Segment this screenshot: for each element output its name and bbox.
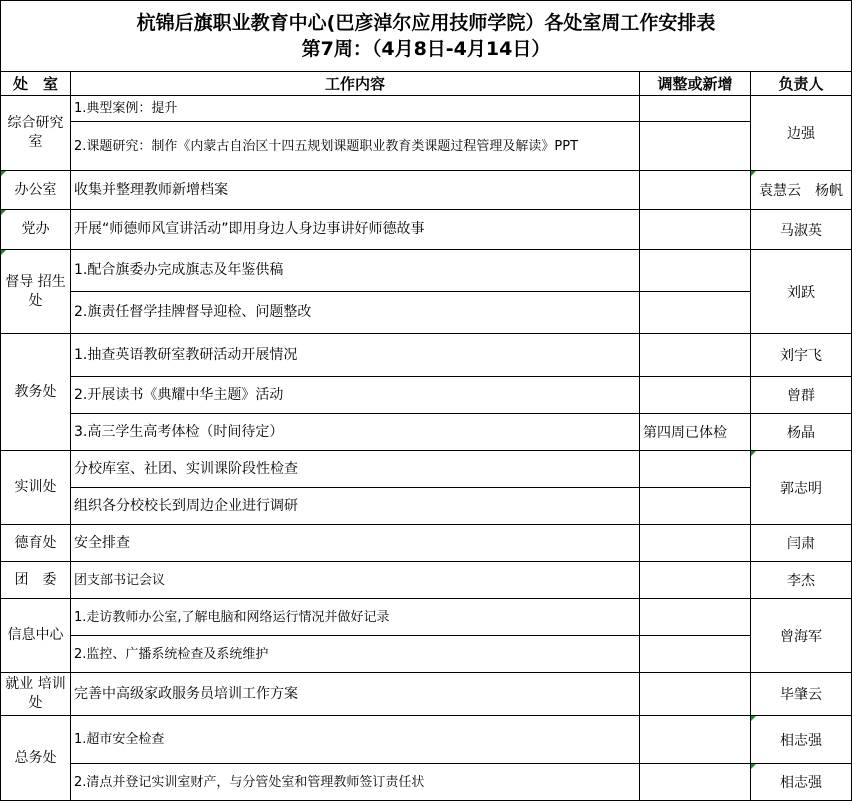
- dept-moral: 德育处: [1, 525, 71, 562]
- adjust-cell: [640, 171, 751, 210]
- owner-moral: 闫肃: [751, 525, 852, 562]
- table-row: [1, 599, 852, 636]
- table-row: [1, 292, 852, 334]
- title-row: [1, 1, 852, 72]
- task-info-2: 2.监控、广播系统检查及系统维护: [71, 636, 640, 673]
- header-owner: 负责人: [751, 72, 852, 96]
- owner-research: 边强: [751, 96, 852, 171]
- task-party-1: 开展“师德师风宣讲活动”即用身边人身边事讲好师德故事: [71, 210, 640, 250]
- dept-research: 综合研究室: [1, 96, 71, 171]
- adjust-cell: [640, 122, 751, 171]
- table-row: [1, 334, 852, 377]
- task-general-1: 1.超市安全检查: [71, 716, 640, 764]
- title-line-1: 杭锦后旗职业教育中心(巴彦淖尔应用技师学院）各处室周工作安排表: [136, 12, 716, 34]
- dept-info: 信息中心: [1, 599, 71, 673]
- task-academic-3: 3.高三学生高考体检（时间待定）: [71, 414, 640, 451]
- table-row: [1, 377, 852, 414]
- table-row: [1, 96, 852, 122]
- adjust-cell: [640, 673, 751, 716]
- dept-party: 党办: [1, 210, 71, 250]
- task-employment-1: 完善中高级家政服务员培训工作方案: [71, 673, 640, 716]
- owner-general-1: 相志强: [751, 716, 852, 764]
- table-row: [1, 414, 852, 451]
- task-supervision-2: 2.旗责任督学挂牌督导迎检、问题整改: [71, 292, 640, 334]
- task-general-2: 2.清点并登记实训室财产，与分管处室和管理教师签订责任状: [71, 764, 640, 801]
- dept-office: 办公室: [1, 171, 71, 210]
- owner-office: 袁慧云 杨帆: [751, 171, 852, 210]
- adjust-cell: [640, 96, 751, 122]
- table-row: [1, 488, 852, 525]
- header-row: [1, 72, 852, 96]
- task-league-1: 团支部书记会议: [71, 562, 640, 599]
- adjust-cell: [640, 562, 751, 599]
- adjust-cell: [640, 636, 751, 673]
- owner-party: 马淑英: [751, 210, 852, 250]
- table-row: [1, 673, 852, 716]
- table-row: [1, 636, 852, 673]
- table-row: [1, 122, 852, 171]
- dept-supervision: 督导 招生处: [1, 250, 71, 334]
- adjust-cell: [640, 488, 751, 525]
- table-row: [1, 451, 852, 488]
- owner-training: 郭志明: [751, 451, 852, 525]
- title-line-2: 第7周：（4月8日-4月14日）: [301, 38, 551, 60]
- task-training-2: 组织各分校校长到周边企业进行调研: [71, 488, 640, 525]
- header-content: 工作内容: [71, 72, 640, 96]
- table-row: [1, 525, 852, 562]
- owner-info: 曾海军: [751, 599, 852, 673]
- table-row: [1, 716, 852, 764]
- dept-league: 团 委: [1, 562, 71, 599]
- adjust-academic-3: 第四周已体检: [640, 414, 751, 451]
- adjust-cell: [640, 250, 751, 292]
- adjust-cell: [640, 210, 751, 250]
- header-dept: 处 室: [1, 72, 71, 96]
- task-research-2: 2.课题研究：制作《内蒙古自治区十四五规划课题职业教育类课题过程管理及解读》PPT: [71, 122, 640, 171]
- owner-academic-3: 杨晶: [751, 414, 852, 451]
- task-info-1: 1.走访教师办公室,了解电脑和网络运行情况并做好记录: [71, 599, 640, 636]
- owner-academic-1: 刘宇飞: [751, 334, 852, 377]
- owner-general-2: 相志强: [751, 764, 852, 801]
- dept-employment: 就业 培训处: [1, 673, 71, 716]
- sheet-title: [1, 1, 852, 72]
- dept-academic: 教务处: [1, 334, 71, 451]
- task-moral-1: 安全排查: [71, 525, 640, 562]
- adjust-cell: [640, 377, 751, 414]
- task-academic-2: 2.开展读书《典耀中华主题》活动: [71, 377, 640, 414]
- table-row: [1, 764, 852, 801]
- task-supervision-1: 1.配合旗委办完成旗志及年鉴供稿: [71, 250, 640, 292]
- dept-training: 实训处: [1, 451, 71, 525]
- header-adjust: 调整或新增: [640, 72, 751, 96]
- task-research-1: 1.典型案例：提升: [71, 96, 640, 122]
- table-row: [1, 250, 852, 292]
- owner-league: 李杰: [751, 562, 852, 599]
- adjust-cell: [640, 764, 751, 801]
- adjust-cell: [640, 525, 751, 562]
- table-row: [1, 171, 852, 210]
- owner-supervision: 刘跃: [751, 250, 852, 334]
- adjust-cell: [640, 716, 751, 764]
- table-row: [1, 562, 852, 599]
- task-office-1: 收集并整理教师新增档案: [71, 171, 640, 210]
- adjust-cell: [640, 334, 751, 377]
- adjust-cell: [640, 451, 751, 488]
- owner-employment: 毕肇云: [751, 673, 852, 716]
- table-row: [1, 210, 852, 250]
- task-training-1: 分校库室、社团、实训课阶段性检查: [71, 451, 640, 488]
- adjust-cell: [640, 292, 751, 334]
- dept-general: 总务处: [1, 716, 71, 801]
- task-academic-1: 1.抽查英语教研室教研活动开展情况: [71, 334, 640, 377]
- owner-academic-2: 曾群: [751, 377, 852, 414]
- adjust-cell: [640, 599, 751, 636]
